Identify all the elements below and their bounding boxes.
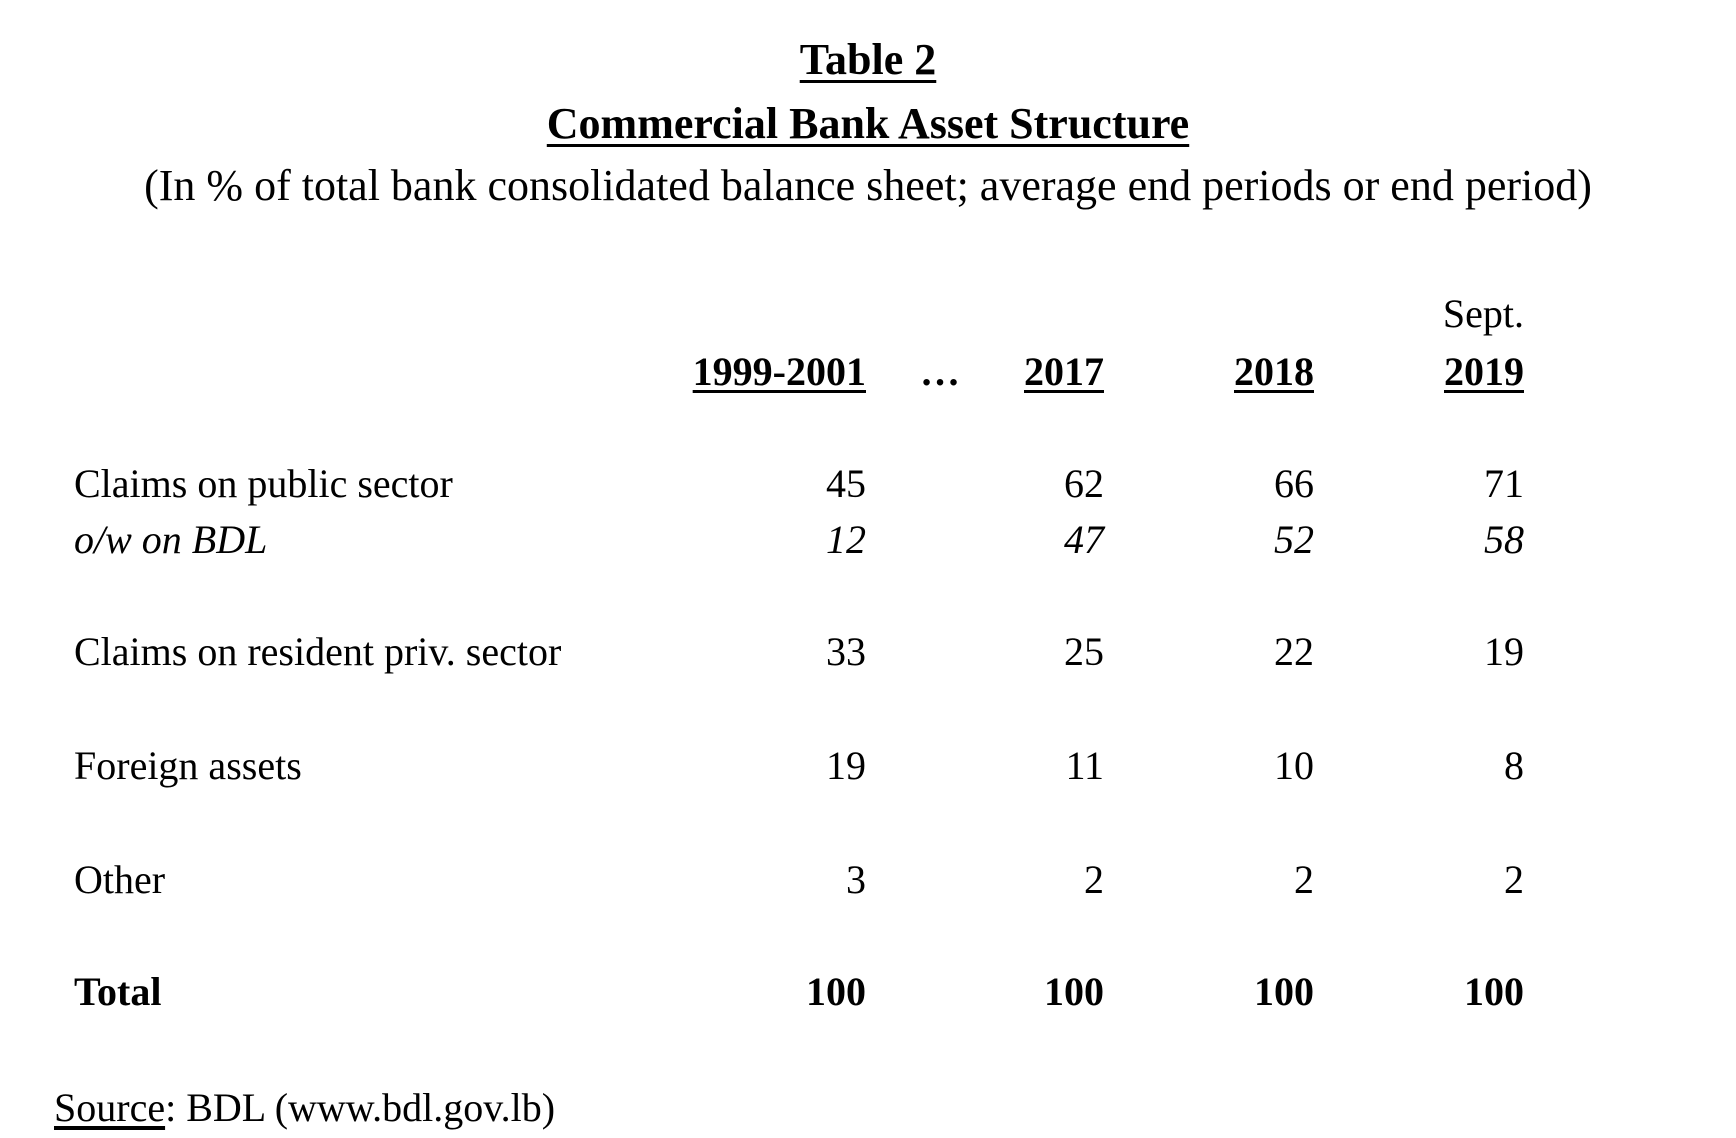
column-header-sept: Sept. — [1442, 291, 1524, 336]
source-label: Source — [54, 1085, 166, 1130]
row-label-claims-public: Claims on public sector — [74, 461, 453, 506]
table-cell: 12 — [826, 517, 866, 562]
table-cell: 66 — [1274, 461, 1314, 506]
table-cell: 52 — [1274, 517, 1314, 562]
source-note — [54, 1085, 556, 1130]
table-cell: 33 — [826, 629, 866, 674]
table-cell: 3 — [846, 857, 866, 902]
table-cell: 58 — [1484, 517, 1524, 562]
table-title: Commercial Bank Asset Structure — [546, 99, 1190, 148]
table-cell: 2 — [1504, 857, 1524, 902]
row-label-claims-private: Claims on resident priv. sector — [74, 629, 562, 674]
table-cell: 47 — [1064, 517, 1104, 562]
table-cell: 45 — [826, 461, 866, 506]
column-ellipsis: … — [920, 349, 960, 394]
source-text: : BDL (www.bdl.gov.lb) — [165, 1085, 556, 1130]
table-cell: 10 — [1274, 743, 1314, 788]
table-cell: 100 — [1254, 969, 1314, 1014]
column-header-2017: 2017 — [1024, 349, 1104, 394]
column-header-2019: 2019 — [1444, 349, 1524, 394]
table-cell: 2 — [1084, 857, 1104, 902]
table-cell: 8 — [1504, 743, 1524, 788]
table-subtitle: (In % of total bank consolidated balance sheet; average end periods or end period) — [144, 161, 1592, 210]
column-header-1999-2001: 1999-2001 — [692, 349, 866, 394]
row-label-ow-bdl: o/w on BDL — [74, 517, 268, 562]
table-cell: 100 — [1464, 969, 1524, 1014]
table-cell: 100 — [806, 969, 866, 1014]
table-cell: 71 — [1484, 461, 1524, 506]
row-label-other: Other — [74, 857, 166, 902]
table-cell: 2 — [1294, 857, 1314, 902]
table-cell: 22 — [1274, 629, 1314, 674]
table-cell: 25 — [1064, 629, 1104, 674]
table-cell: 19 — [826, 743, 866, 788]
table-cell: 19 — [1484, 629, 1524, 674]
column-header-2018: 2018 — [1234, 349, 1314, 394]
table-number: Table 2 — [799, 35, 937, 84]
row-label-total: Total — [74, 969, 162, 1014]
table-cell: 100 — [1044, 969, 1104, 1014]
table-cell: 11 — [1065, 743, 1104, 788]
row-label-foreign-assets: Foreign assets — [74, 743, 302, 788]
table-cell: 62 — [1064, 461, 1104, 506]
